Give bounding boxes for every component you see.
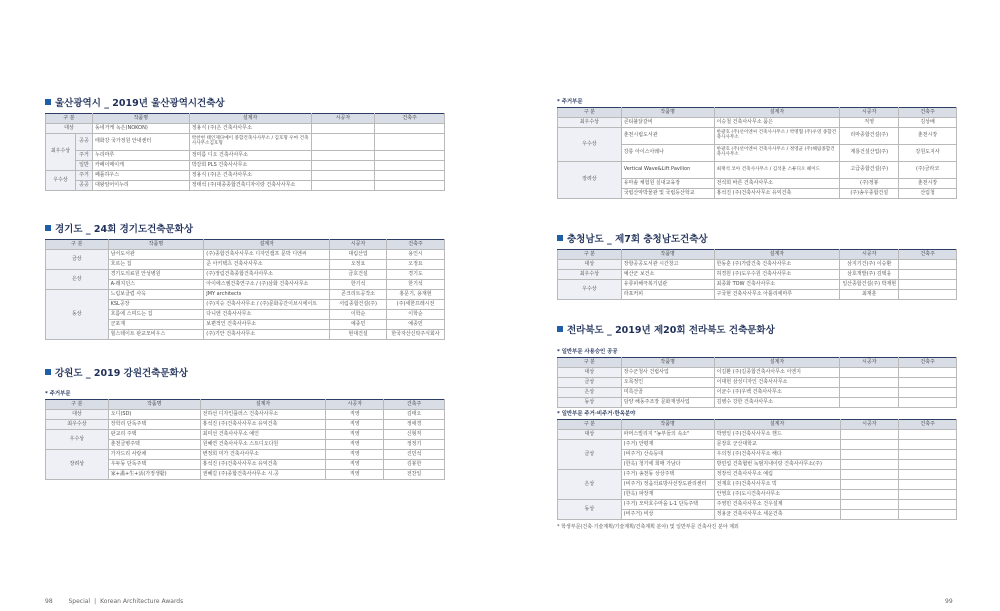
- table-row: 동상 느림보클럽 사옥 JMY architects 콘크리트공작소 홍문기, 용재현: [46, 290, 445, 300]
- table-row: 은상 (주거) 송천동 상상주택 정장석 건축사사무소 예림: [558, 470, 957, 480]
- table-row: 국립산악박물관 및 국립등산학교 홍석진 (주)건축사사무소 유익건축 (주)송우종합건설 산림청: [558, 189, 957, 199]
- header-designer: 설계자: [714, 358, 840, 368]
- page-number-right: 99: [945, 598, 953, 605]
- table-row: 은상 미륵산골 이균수 (주)우백 건축사사무소: [558, 388, 957, 398]
- table-row: 우두동 단독주택 홍석진 (주)건축사사무소 유익건축 직영 김봉한: [46, 460, 445, 470]
- table-row: 장려상 Vertical Wave&Lift Pavilion 최재석 코아 건축사사무소 / 김석훈 스튜디오 헤이드 고급종합건설(주) (주)금라코: [558, 162, 957, 179]
- chungnam-section: [557, 234, 957, 300]
- square-bullet-icon: [557, 235, 563, 241]
- table-row: 동상 (주거) 모악호수마을 L-1 단독주택 주영민 건축사사무소 건우설계: [558, 500, 957, 510]
- table-row: 춘천금병주택 원혜연 건축사사무소 스트디오다원 직영 정정기: [46, 440, 445, 450]
- header-category: 구 분: [558, 358, 622, 368]
- table-row: 라포커피 구국현 건축사사무소 아틀리에마루 최재훈: [558, 290, 957, 300]
- table-row: 유마솔 체험원 실내교육장 전석희 바른 건축사사무소 (주)정봉 춘천시장: [558, 179, 957, 189]
- header-category: 구 분: [558, 420, 622, 430]
- table-row: 금상 (주거) 안평재 문장호 군산대학교: [558, 440, 957, 450]
- table-row: 장려상 가자드리 사랑채 변정희 미가 건축사사무소 직영 진민석: [46, 450, 445, 460]
- table-row: 우수상 주거 페플하우스 정용식 (주)은 건축사사무소: [46, 171, 445, 181]
- gyeonggi-table: [45, 239, 445, 340]
- square-bullet-icon: [45, 369, 51, 375]
- table-row: 대상 장수군청사 건립사업 이길환 (주)길종합건축사사무소 이엔지: [558, 368, 957, 378]
- table-row: (비주거) 산속등대 우의정 (주)건축사사무소 해다: [558, 450, 957, 460]
- header-designer: 설계자: [204, 240, 330, 250]
- chungnam-title: 충청남도 _ 제7회 충청남도건축상: [557, 234, 957, 246]
- table-row: 최우수상 콘티불닭갈비 이승철 건축사사무소 품은 직영 김상배: [558, 118, 957, 128]
- jeonbuk-title: 전라북도 _ 2019년 제20회 전라북도 건축문화상: [557, 325, 957, 337]
- footer-divider: |: [94, 598, 97, 605]
- header-work: 작품명: [621, 108, 714, 118]
- table-row: (비주거) 정읍의료방사선장도관리센터 전재호 (주)건축사사무소 빅: [558, 480, 957, 490]
- table-row: 최우수상 예산군 보건소 허경원 (주)도우수원 건축사사무소 삼호개발(주) 김택웅: [558, 270, 957, 280]
- header-client: 건축주: [387, 240, 445, 250]
- table-row: 최우수상 공공 태화강 국가정원 안내센터 박찬현 태인제다메이 종합건축사사무소 / 김호형 우마 건축사사무소김호형: [46, 134, 445, 151]
- header-builder: 시공자: [330, 240, 387, 250]
- header-category: 구 분: [46, 240, 109, 250]
- square-bullet-icon: [45, 225, 51, 231]
- header-designer: 설계자: [714, 108, 840, 118]
- header-builder: 시공자: [840, 250, 899, 260]
- table-row: 힐스테이트 판교모비우스 (주)기안 건축사사무소 현대건설 한국자산신탁주식회사: [46, 330, 445, 340]
- table-row: (한옥) 청기에 희매 가남다 방민섭 건축협번 녹범지내이랑 건축사사무소(주): [558, 460, 957, 470]
- table-row: A-레지던스 아이에스엠건축연구소 / (주)삼화 건축사사무소 한기석 한기석: [46, 280, 445, 290]
- square-bullet-icon: [45, 99, 51, 105]
- header-client: 건축주: [375, 114, 445, 124]
- header-designer: 설계자: [200, 400, 326, 410]
- table-row: 대상 파머스빌리지 "농부들의 속소" 박영일 (주)건축사사무소 핸드: [558, 430, 957, 440]
- header-client: 건축주: [899, 108, 957, 118]
- table-row: 대상 장항공공도서관 시간창고 한동훈 (주)가람건축 건축사사무소 삼지기건(주) 이승환: [558, 260, 957, 270]
- header-work: 작품명: [108, 400, 200, 410]
- jeonbuk-table-1: [557, 357, 957, 408]
- jeonbuk-subtitle-2: * 일반부문 주거·비주거·한옥분야: [557, 410, 957, 418]
- header-work: 작품명: [92, 114, 189, 124]
- table-row: 은상 경기도의료원 안성병원 (주)정림건축종합건축사사무소 금호건설 경기도: [46, 270, 445, 280]
- footer-section: Special: [68, 598, 91, 605]
- header-category: 구 분: [46, 400, 109, 410]
- table-row: (한옥) 파장재 안영호 (주)도시건축사사무소: [558, 490, 957, 500]
- header-client: 건축주: [899, 420, 957, 430]
- table-row: 대상 오디(SD) 전하선 디자인플러스 건축사사무소 직영 김태오: [46, 410, 445, 420]
- square-bullet-icon: [557, 326, 563, 332]
- header-designer: 설계자: [714, 420, 840, 430]
- table-row: 우수상 춘천시립도서관 한광호 (주)선이엔씨 건축사사무소 / 박명협 (주)우영 종합건축사사무소 리마종합건설(주) 춘천시장: [558, 128, 957, 145]
- table-row: 최우수상 장학리 단독주택 홍석진 (주)건축사사무소 유익건축 직영 정애경: [46, 420, 445, 430]
- header-work: 작품명: [108, 240, 204, 250]
- gangwon-section: [45, 368, 445, 480]
- header-designer: 설계자: [189, 114, 311, 124]
- footer-right: [945, 598, 953, 605]
- ulsan-title: 울산광역시 _ 2019년 울산광역시건축상: [45, 98, 445, 110]
- table-row: 주거 누리마루 정미름 디오 건축사사무소: [46, 151, 445, 161]
- header-builder: 시공자: [326, 400, 384, 410]
- gangwon-continued-section: [557, 98, 957, 199]
- gangwon-continued-subtitle: * 주거부문: [557, 98, 957, 106]
- header-client: 건축주: [899, 250, 957, 260]
- gangwon-title: 강원도 _ 2019 강원건축문화상: [45, 368, 445, 380]
- table-row: 군포재 보편적인 건축사사무소 예종민 예종민: [46, 320, 445, 330]
- header-work: 작품명: [621, 358, 714, 368]
- table-row: 우수상 판교리 주택 최미선 건축사사무소 예인 직영 신형직: [46, 430, 445, 440]
- table-row: 공공 대왕암어이누리 정태석 (주)대종종합건축디자이랑 건축사사무소: [46, 181, 445, 191]
- table-row: 금상 남서도서관 (주)종합건축사사무소 디자인캠프 문박 디엔씨 대림산업 용인시: [46, 250, 445, 260]
- footer-left: [45, 598, 183, 605]
- table-row: (비주거) 비상 정용균 건축사사무소 세운건축: [558, 510, 957, 520]
- header-builder: 시공자: [311, 114, 375, 124]
- table-row: 금상 오목정인 이대헌 삼성디자인 건축사사무소: [558, 378, 957, 388]
- table-row: 동상 담양 해동주조장 문화재생사업 김병수 강한 건축사사무소: [558, 398, 957, 408]
- table-row: 흐름에 스며드는 집 다니엔 건축사사무소 이학순 이학순: [46, 310, 445, 320]
- header-work: 작품명: [621, 420, 714, 430]
- footnote: * 학생부문(건축·기술계획/기술계획/건축계획 분야) 및 일반부문 건축사진 분야 제외: [557, 524, 739, 530]
- gyeonggi-title: 경기도 _ 24회 경기도건축문화상: [45, 224, 445, 236]
- header-builder: 시공자: [840, 358, 899, 368]
- table-row: KSL공장 (주)지승 건축사사무소 / (주)문화공간이브시에이트 서림종합건설(주) (주)세한프레시전: [46, 300, 445, 310]
- header-category: 구 분: [558, 108, 622, 118]
- header-client: 건축주: [384, 400, 445, 410]
- ulsan-section: [45, 98, 445, 191]
- header-work: 작품명: [621, 250, 714, 260]
- gangwon-continued-table: [557, 107, 957, 199]
- table-row: 흐르는 집 준 아키텍츠 건축사사무소 오정요 오정요: [46, 260, 445, 270]
- table-row: 일반 카페이메이케 박강희 PLS 건축사사무소: [46, 161, 445, 171]
- page-number-left: 98: [45, 598, 53, 605]
- header-builder: 시공자: [840, 420, 899, 430]
- gangwon-subtitle: * 주거부문: [45, 390, 445, 398]
- footer-magazine: Korean Architecture Awards: [100, 598, 184, 605]
- chungnam-table: [557, 249, 957, 300]
- ulsan-table: [45, 113, 445, 191]
- table-row: 강릉 아이스아레나 한광호 (주)선이엔씨 건축사사무소 / 정영균 (주)해림종합건축사사무소 계룡건설산업(주) 강원도지사: [558, 145, 957, 162]
- jeonbuk-table-2: [557, 419, 957, 520]
- jeonbuk-subtitle-1: * 일반부문 사용승인 공공: [557, 348, 957, 356]
- header-client: 건축주: [899, 358, 957, 368]
- header-designer: 설계자: [714, 250, 840, 260]
- gangwon-table: [45, 399, 445, 480]
- header-builder: 시공자: [840, 108, 899, 118]
- table-row: 대상 동네거케 녹은(NOKON) 정용식 (주)은 건축사사무소: [46, 124, 445, 134]
- gyeonggi-section: [45, 224, 445, 340]
- header-category: 구 분: [558, 250, 622, 260]
- jeonbuk-section: [557, 325, 957, 530]
- table-row: 家+畵+生+活(가정생활) 권혜길 (주)종합건축사사무소 시.공 직영 전찬일: [46, 470, 445, 480]
- table-row: 우수상 유류피해극복기념관 최종화 TOW 건축사사무소 일산종합건설(주) 박재현: [558, 280, 957, 290]
- header-category: 구 분: [46, 114, 93, 124]
